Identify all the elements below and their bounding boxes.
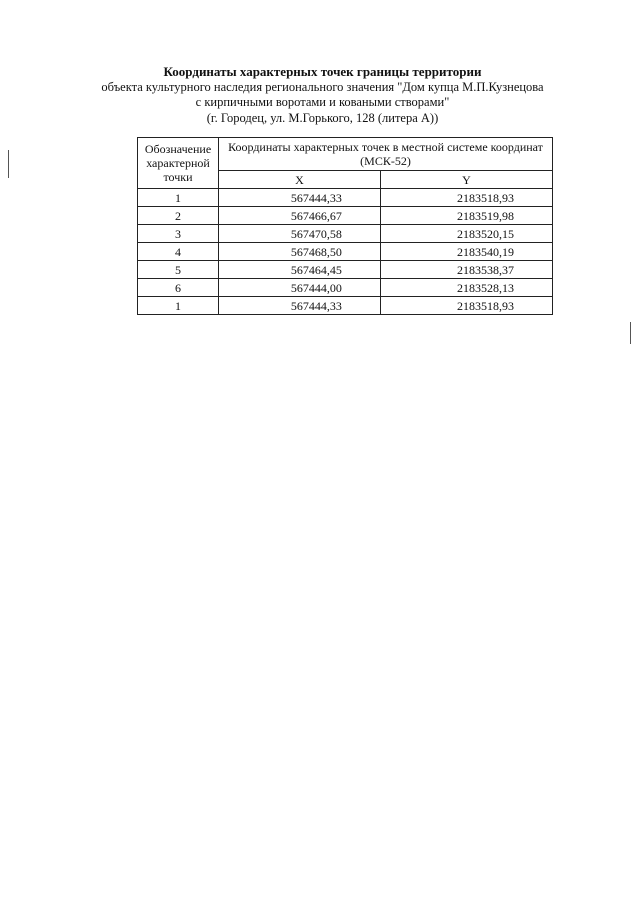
cell-point: 2	[138, 207, 219, 225]
heading-line-address: (г. Городец, ул. М.Горького, 128 (литера А))	[206, 110, 439, 125]
header-coordinates-group: Координаты характерных точек в местной системе координат (МСК-52)	[219, 138, 553, 171]
header-point-designation: Обозначение характерной точки	[138, 138, 219, 189]
cell-x: 567444,00	[219, 279, 381, 297]
cell-point: 3	[138, 225, 219, 243]
table-row	[138, 225, 553, 243]
document-title: Координаты характерных точек границы территории	[163, 64, 482, 79]
cell-y: 2183540,19	[380, 243, 552, 261]
table-row	[138, 297, 553, 315]
cell-point: 5	[138, 261, 219, 279]
table-row	[138, 261, 553, 279]
cell-y: 2183538,37	[380, 261, 552, 279]
cell-x: 567470,58	[219, 225, 381, 243]
cell-point: 4	[138, 243, 219, 261]
cell-y: 2183519,98	[380, 207, 552, 225]
cell-y: 2183520,15	[380, 225, 552, 243]
cell-point: 1	[138, 189, 219, 207]
header-x: X	[219, 171, 381, 189]
cell-x: 567444,33	[219, 297, 381, 315]
scan-edge-mark-right	[630, 322, 631, 344]
cell-x: 567464,45	[219, 261, 381, 279]
table-row	[138, 189, 553, 207]
cell-point: 1	[138, 297, 219, 315]
coordinates-table	[137, 137, 553, 315]
header-y: Y	[380, 171, 552, 189]
heading-line-object-cont: с кирпичными воротами и коваными створами"	[195, 95, 450, 109]
cell-y: 2183518,93	[380, 189, 552, 207]
table-row	[138, 243, 553, 261]
scan-edge-mark-left	[8, 150, 9, 178]
heading-line-object: объекта культурного наследия регионального значения "Дом купца М.П.Кузнецова	[101, 79, 544, 94]
cell-x: 567468,50	[219, 243, 381, 261]
cell-y: 2183528,13	[380, 279, 552, 297]
document-heading	[60, 64, 585, 126]
table-row	[138, 279, 553, 297]
table-row	[138, 207, 553, 225]
cell-x: 567466,67	[219, 207, 381, 225]
cell-point: 6	[138, 279, 219, 297]
cell-y: 2183518,93	[380, 297, 552, 315]
cell-x: 567444,33	[219, 189, 381, 207]
